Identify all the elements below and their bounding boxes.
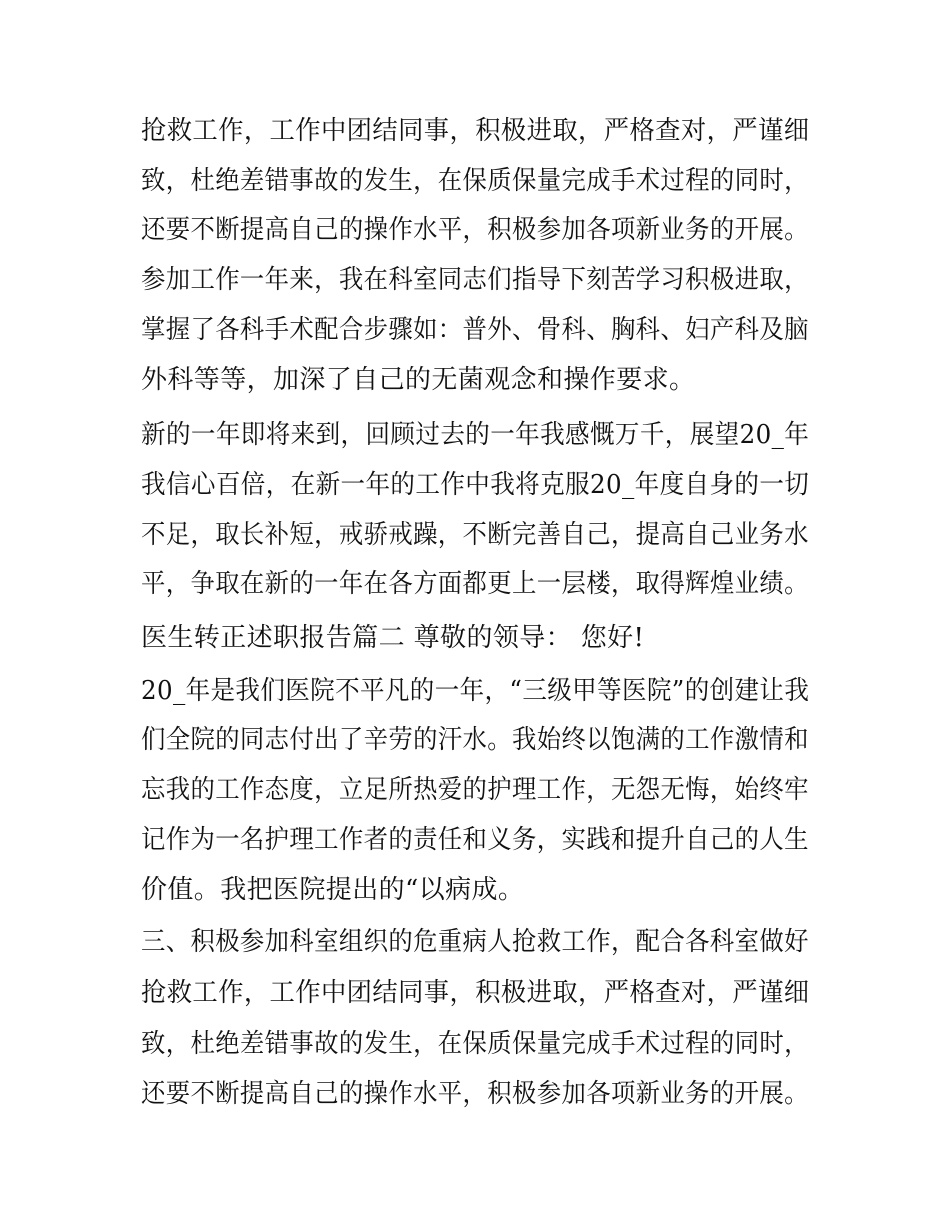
section-heading: 医生转正述职报告篇二 尊敬的领导： 您好!	[141, 623, 645, 653]
text-line: 不足，取长补短，戒骄戒躁，不断完善自己，提高自己业务水	[141, 520, 809, 550]
text-line: 抢救工作，工作中团结同事，积极进取，严格查对，严谨细	[141, 116, 810, 146]
text-line: 我信心百倍，在新一年的工作中我将克服20_年度自身的一切	[141, 470, 810, 500]
text-line: 价值。我把医院提出的“以病成。	[141, 875, 525, 905]
text-line: 们全院的同志付出了辛劳的汗水。我始终以饱满的工作激情和	[141, 725, 809, 755]
text-line: 致，杜绝差错事故的发生，在保质保量完成手术过程的同时，	[141, 1029, 809, 1059]
text-line: 平，争取在新的一年在各方面都更上一层楼，取得辉煌业绩。	[141, 569, 809, 599]
text-line: 参加工作一年来，我在科室同志们指导下刻苦学习积极进取，	[141, 265, 809, 295]
text-line: 掌握了各科手术配合步骤如：普外、骨科、胸科、妇产科及脑	[141, 315, 809, 345]
text-line: 外科等等，加深了自己的无菌观念和操作要求。	[141, 365, 696, 395]
text-line: 记作为一名护理工作者的责任和义务，实践和提升自己的人生	[141, 825, 809, 855]
text-line: 还要不断提高自己的操作水平，积极参加各项新业务的开展。	[141, 215, 809, 245]
text-line: 抢救工作，工作中团结同事，积极进取，严格查对，严谨细	[141, 978, 810, 1008]
text-line: 三、积极参加科室组织的危重病人抢救工作，配合各科室做好	[141, 927, 809, 957]
text-line: 致，杜绝差错事故的发生，在保质保量完成手术过程的同时，	[141, 166, 809, 196]
text-line: 还要不断提高自己的操作水平，积极参加各项新业务的开展。	[141, 1079, 809, 1109]
text-line: 新的一年即将来到，回顾过去的一年我感慨万千，展望20_年	[141, 420, 810, 450]
text-line: 20_年是我们医院不平凡的一年，“三级甲等医院”的创建让我	[141, 676, 810, 706]
text-line: 忘我的工作态度，立足所热爱的护理工作，无怨无悔，始终牢	[141, 775, 809, 805]
